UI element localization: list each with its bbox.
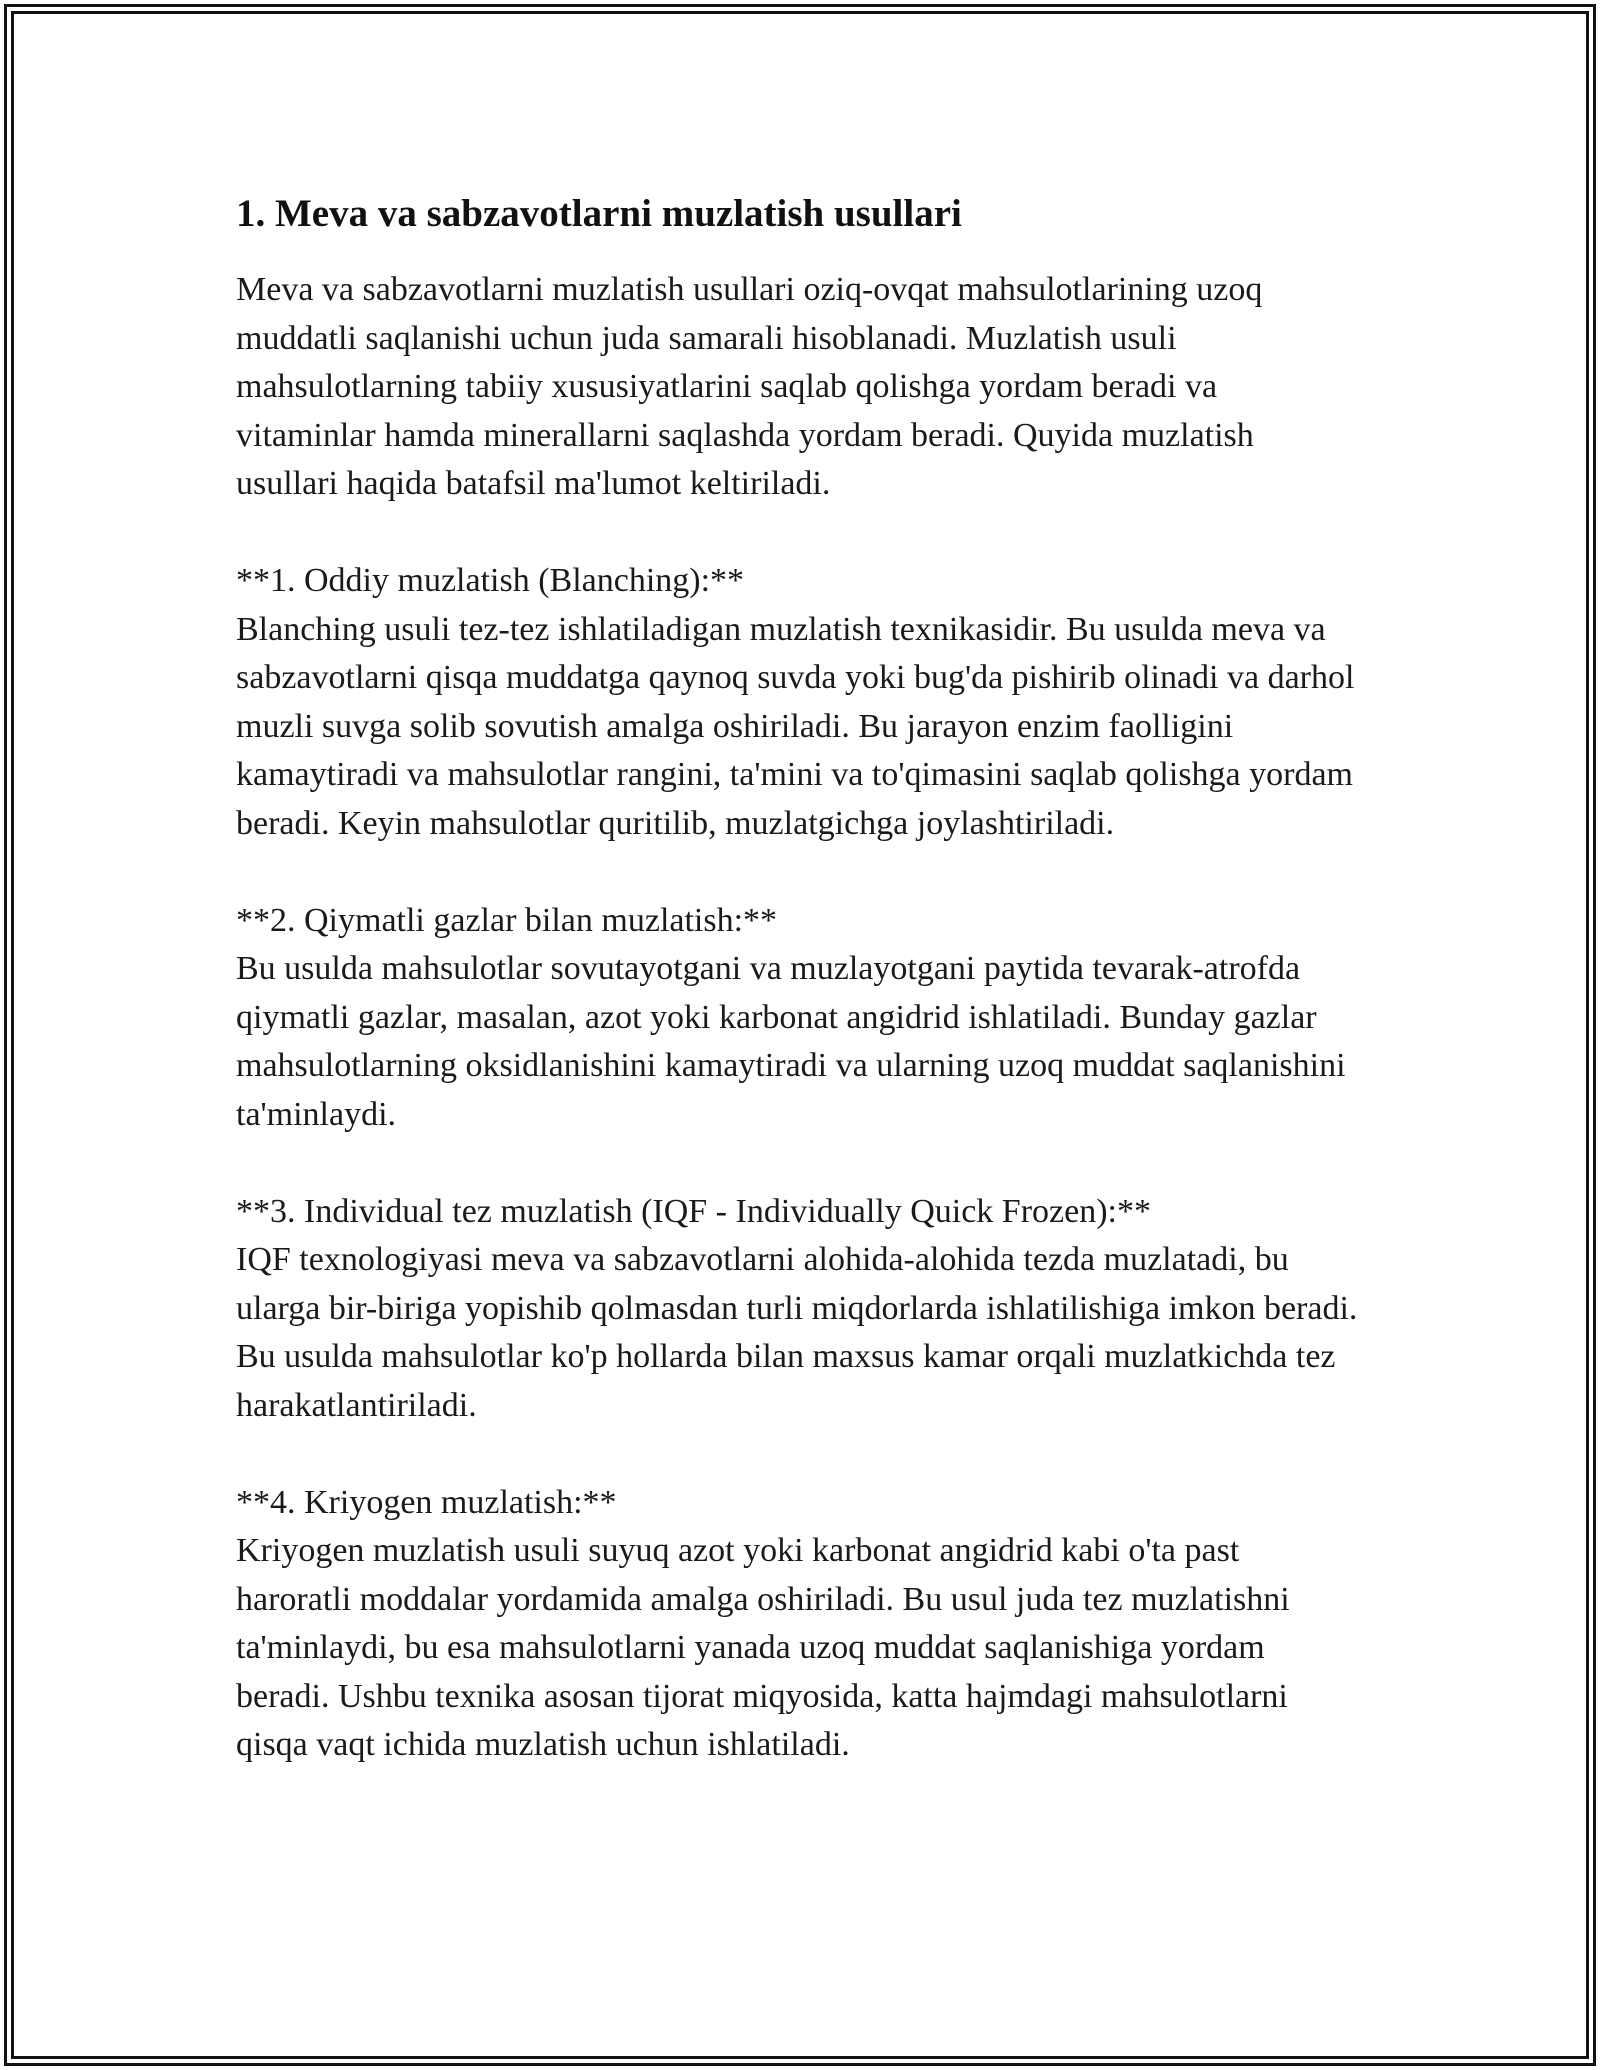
section-gases xyxy=(236,897,1361,1140)
intro-paragraph: Meva va sabzavotlarni muzlatish usullari oziq-ovqat mahsulotlarining uzoq muddatli saqlanishi uchun juda samarali hisoblanadi. Muzlatish usuli mahsulotlarning tabiiy xususiyatlarini saqlab qolishga yordam beradi va vitaminlar hamda minerallarni saqlashda yordam beradi. Quyida muzlatish usullari haqida batafsil ma'lumot keltiriladi. xyxy=(236,271,1263,502)
document-body xyxy=(236,188,1361,1770)
section-heading: **3. Individual tez muzlatish (IQF - Individually Quick Frozen):** xyxy=(236,1192,1151,1230)
section-iqf xyxy=(236,1188,1361,1431)
document-title: 1. Meva va sabzavotlarni muzlatish usullari xyxy=(236,192,962,235)
section-body: Blanching usuli tez-tez ishlatiladigan muzlatish texnikasidir. Bu usulda meva va sabzavotlarni qisqa muddatga qaynoq suvda yoki bug'da pishirib olinadi va darhol muzli suvga solib sovutish amalga oshiriladi. Bu jarayon enzim faolligini kamaytiradi va mahsulotlar rangini, ta'mini va to'qimasini saqlab qolishga yordam beradi. Keyin mahsulotlar quritilib, muzlatgichga joylashtiriladi. xyxy=(236,610,1355,842)
section-heading: **2. Qiymatli gazlar bilan muzlatish:** xyxy=(236,901,778,939)
section-blanching xyxy=(236,557,1361,848)
section-cryogenic xyxy=(236,1479,1361,1770)
section-body: IQF texnologiyasi meva va sabzavotlarni alohida-alohida tezda muzlatadi, bu ularga bir-biriga yopishib qolmasdan turli miqdorlarda ishlatilishiga imkon beradi. Bu usulda mahsulotlar ko'p hollarda bilan maxsus kamar orqali muzlatkichda tez harakatlantiriladi. xyxy=(236,1241,1358,1424)
section-body: Kriyogen muzlatish usuli suyuq azot yoki karbonat angidrid kabi o'ta past haroratli moddalar yordamida amalga oshiriladi. Bu usul juda tez muzlatishni ta'minlaydi, bu esa mahsulotlarni yanada uzoq muddat saqlanishiga yordam beradi. Ushbu texnika asosan tijorat miqyosida, katta hajmdagi mahsulotlarni qisqa vaqt ichida muzlatish uchun ishlatiladi. xyxy=(236,1532,1290,1763)
section-heading: **4. Kriyogen muzlatish:** xyxy=(236,1483,617,1521)
section-body: Bu usulda mahsulotlar sovutayotgani va muzlayotgani paytida tevarak-atrofda qiymatli gazlar, masalan, azot yoki karbonat angidrid ishlatiladi. Bunday gazlar mahsulotlarning oksidlanishini kamaytiradi va ularning uzoq muddat saqlanishini ta'minlaydi. xyxy=(236,950,1346,1133)
section-heading: **1. Oddiy muzlatish (Blanching):** xyxy=(236,562,745,599)
